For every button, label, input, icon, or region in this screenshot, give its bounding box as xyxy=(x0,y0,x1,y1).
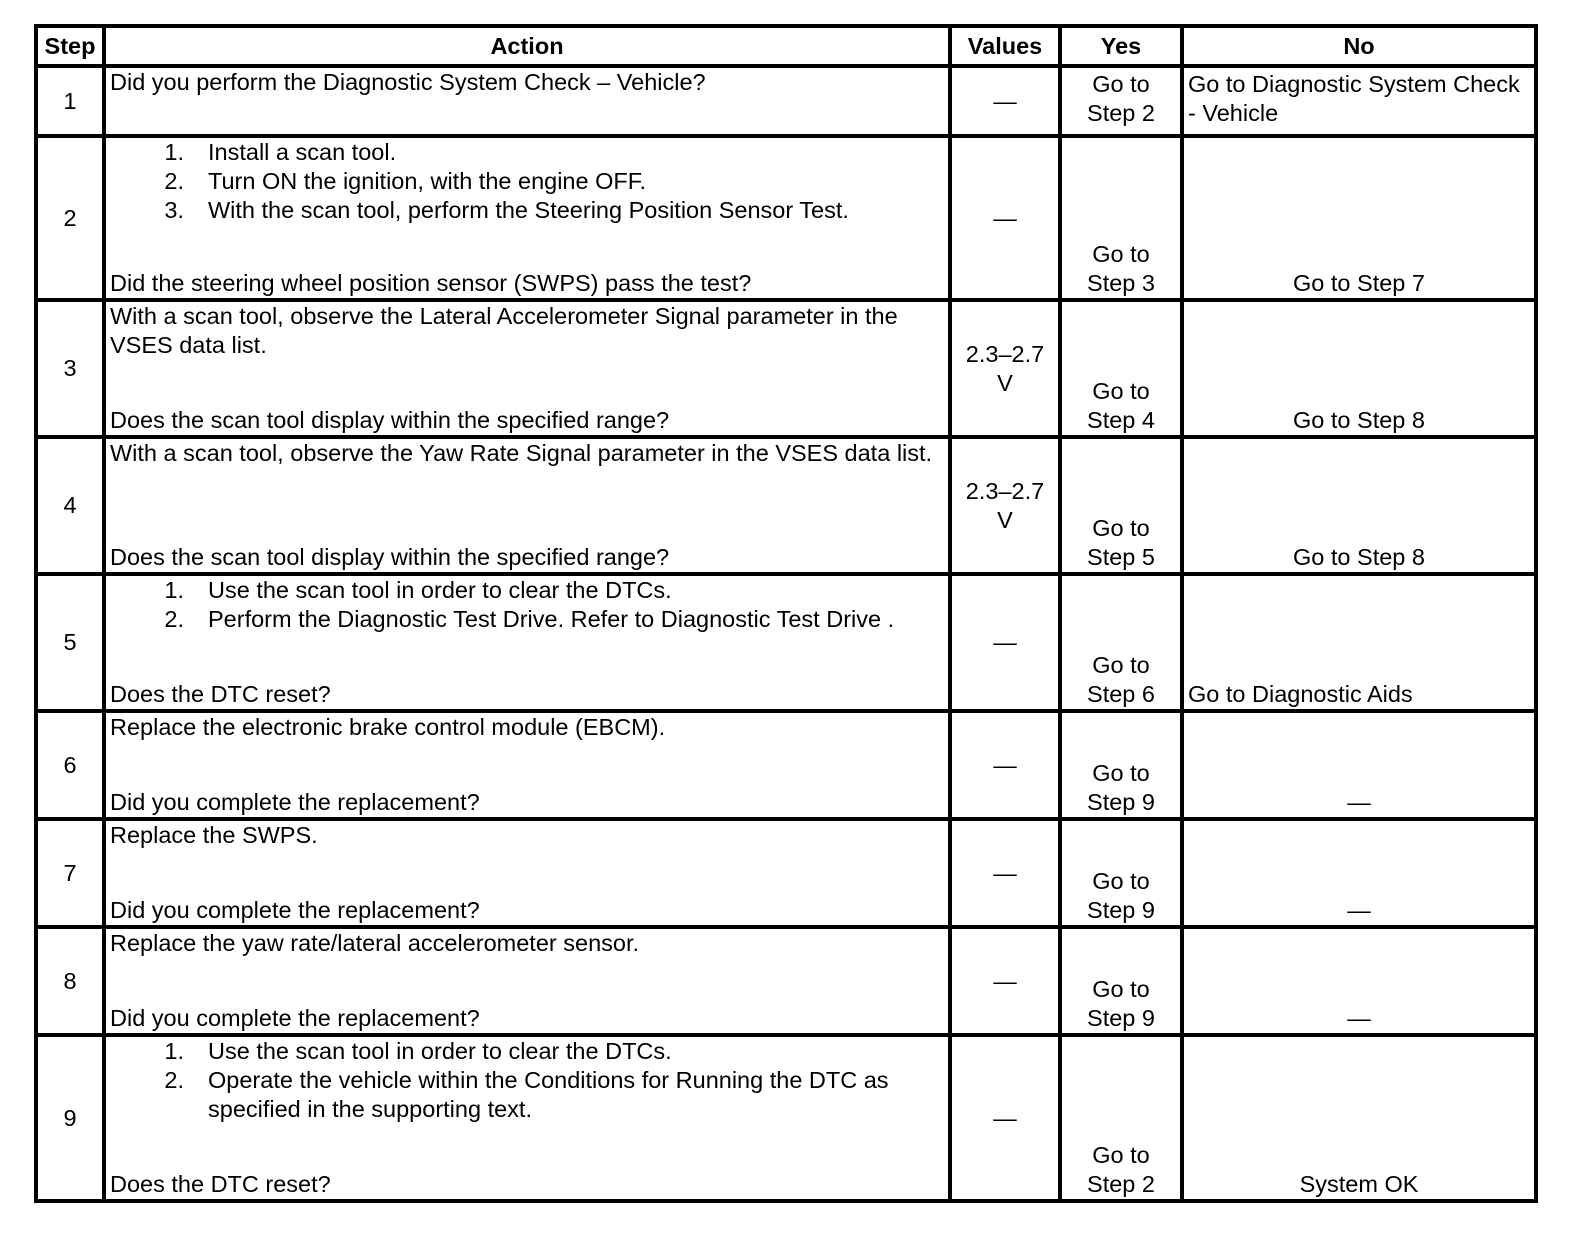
action-question: Does the scan tool display within the specified range? xyxy=(110,544,670,570)
yes-cell xyxy=(1060,66,1182,136)
list-item: 2. Perform the Diagnostic Test Drive. Refer to Diagnostic Test Drive . xyxy=(164,606,895,632)
table-row xyxy=(36,136,1536,300)
diagnostic-table xyxy=(34,24,1538,1203)
value-cell xyxy=(950,300,1060,437)
action-instruction: With a scan tool, observe the Yaw Rate Signal parameter in the VSES data list. xyxy=(110,440,933,466)
no-cell: Go to Step 8 xyxy=(1182,437,1536,574)
yes-cell xyxy=(1060,574,1182,711)
action-instruction: Replace the yaw rate/lateral accelerometer sensor. xyxy=(110,930,640,956)
table-row xyxy=(36,66,1536,136)
action-question: Does the DTC reset? xyxy=(110,681,331,707)
no-cell: Go to Diagnostic System Check - Vehicle xyxy=(1182,66,1536,136)
step-number: 8 xyxy=(36,927,104,1035)
value-cell: — xyxy=(950,136,1060,300)
yes-line-2: Step 4 xyxy=(1087,407,1155,433)
yes-line-2: Step 3 xyxy=(1087,270,1155,296)
value-cell xyxy=(950,437,1060,574)
header-step: Step xyxy=(36,26,104,66)
yes-line-2: Step 9 xyxy=(1087,1005,1155,1031)
step-number: 6 xyxy=(36,711,104,819)
step-number: 3 xyxy=(36,300,104,437)
list-item: 1. Use the scan tool in order to clear the DTCs. xyxy=(164,1038,672,1064)
yes-line-1: Go to xyxy=(1092,378,1150,404)
table-row xyxy=(36,927,1536,1035)
value-cell: — xyxy=(950,574,1060,711)
action-cell xyxy=(104,1035,950,1201)
value-range: 2.3–2.7 xyxy=(965,340,1045,367)
yes-line-1: Go to xyxy=(1092,868,1150,894)
header-action: Action xyxy=(104,26,950,66)
yes-line-2: Step 2 xyxy=(1087,100,1155,126)
yes-line-1: Go to xyxy=(1092,760,1150,786)
yes-cell xyxy=(1060,300,1182,437)
list-item: 2. Operate the vehicle within the Conditions for Running the DTC as specified in the supporting text. xyxy=(164,1067,889,1122)
step-number: 1 xyxy=(36,66,104,136)
table-row xyxy=(36,437,1536,574)
action-instruction: Did you perform the Diagnostic System Check – Vehicle? xyxy=(110,69,706,95)
table-row xyxy=(36,1035,1536,1201)
action-cell xyxy=(104,300,950,437)
table-row xyxy=(36,574,1536,711)
no-cell: Go to Diagnostic Aids xyxy=(1182,574,1536,711)
action-cell xyxy=(104,927,950,1035)
list-item: 3. With the scan tool, perform the Steering Position Sensor Test. xyxy=(164,197,849,223)
header-no: No xyxy=(1182,26,1536,66)
action-question: Did you complete the replacement? xyxy=(110,1005,480,1031)
no-cell: System OK xyxy=(1182,1035,1536,1201)
action-cell xyxy=(104,574,950,711)
action-question: Did you complete the replacement? xyxy=(110,789,480,815)
action-instruction: Replace the electronic brake control module (EBCM). xyxy=(110,714,666,740)
table-row xyxy=(36,711,1536,819)
yes-line-2: Step 5 xyxy=(1087,544,1155,570)
action-cell xyxy=(104,136,950,300)
list-item: 1. Use the scan tool in order to clear the DTCs. xyxy=(164,577,672,603)
yes-line-2: Step 2 xyxy=(1087,1171,1155,1197)
action-question: Does the DTC reset? xyxy=(110,1171,331,1197)
value-cell: — xyxy=(950,819,1060,927)
action-cell xyxy=(104,819,950,927)
yes-line-1: Go to xyxy=(1092,976,1150,1002)
no-cell: — xyxy=(1182,711,1536,819)
action-cell xyxy=(104,711,950,819)
value-cell: — xyxy=(950,927,1060,1035)
header-yes: Yes xyxy=(1060,26,1182,66)
step-number: 5 xyxy=(36,574,104,711)
yes-line-2: Step 9 xyxy=(1087,789,1155,815)
step-number: 9 xyxy=(36,1035,104,1201)
list-item: 1. Install a scan tool. xyxy=(164,139,397,165)
step-number: 2 xyxy=(36,136,104,300)
no-cell: — xyxy=(1182,927,1536,1035)
header-values: Values xyxy=(950,26,1060,66)
action-question: Does the scan tool display within the specified range? xyxy=(110,407,670,433)
yes-cell xyxy=(1060,927,1182,1035)
yes-cell xyxy=(1060,819,1182,927)
action-cell xyxy=(104,437,950,574)
value-range: 2.3–2.7 xyxy=(965,477,1045,504)
yes-cell xyxy=(1060,1035,1182,1201)
header-row xyxy=(36,26,1536,66)
action-steps xyxy=(110,138,944,225)
no-cell: Go to Step 7 xyxy=(1182,136,1536,300)
action-steps xyxy=(110,1037,944,1124)
action-instruction: With a scan tool, observe the Lateral Accelerometer Signal parameter in the VSES data list. xyxy=(110,303,898,358)
yes-cell xyxy=(1060,711,1182,819)
table-row xyxy=(36,819,1536,927)
table-row xyxy=(36,300,1536,437)
yes-line-2: Step 6 xyxy=(1087,681,1155,707)
yes-line-2: Step 9 xyxy=(1087,897,1155,923)
value-cell: — xyxy=(950,1035,1060,1201)
value-unit: V xyxy=(997,369,1013,396)
yes-line-1: Go to xyxy=(1092,241,1150,267)
action-cell xyxy=(104,66,950,136)
yes-line-1: Go to xyxy=(1092,652,1150,678)
yes-line-1: Go to xyxy=(1092,1142,1150,1168)
action-steps xyxy=(110,576,944,634)
yes-cell xyxy=(1060,437,1182,574)
action-question: Did the steering wheel position sensor (SWPS) pass the test? xyxy=(110,270,752,296)
list-item: 2. Turn ON the ignition, with the engine OFF. xyxy=(164,168,647,194)
no-cell: Go to Step 8 xyxy=(1182,300,1536,437)
yes-line-1: Go to xyxy=(1092,71,1150,97)
action-instruction: Replace the SWPS. xyxy=(110,822,318,848)
action-question: Did you complete the replacement? xyxy=(110,897,480,923)
value-cell: — xyxy=(950,66,1060,136)
step-number: 7 xyxy=(36,819,104,927)
value-unit: V xyxy=(997,506,1013,533)
no-cell: — xyxy=(1182,819,1536,927)
yes-cell xyxy=(1060,136,1182,300)
value-cell: — xyxy=(950,711,1060,819)
step-number: 4 xyxy=(36,437,104,574)
yes-line-1: Go to xyxy=(1092,515,1150,541)
